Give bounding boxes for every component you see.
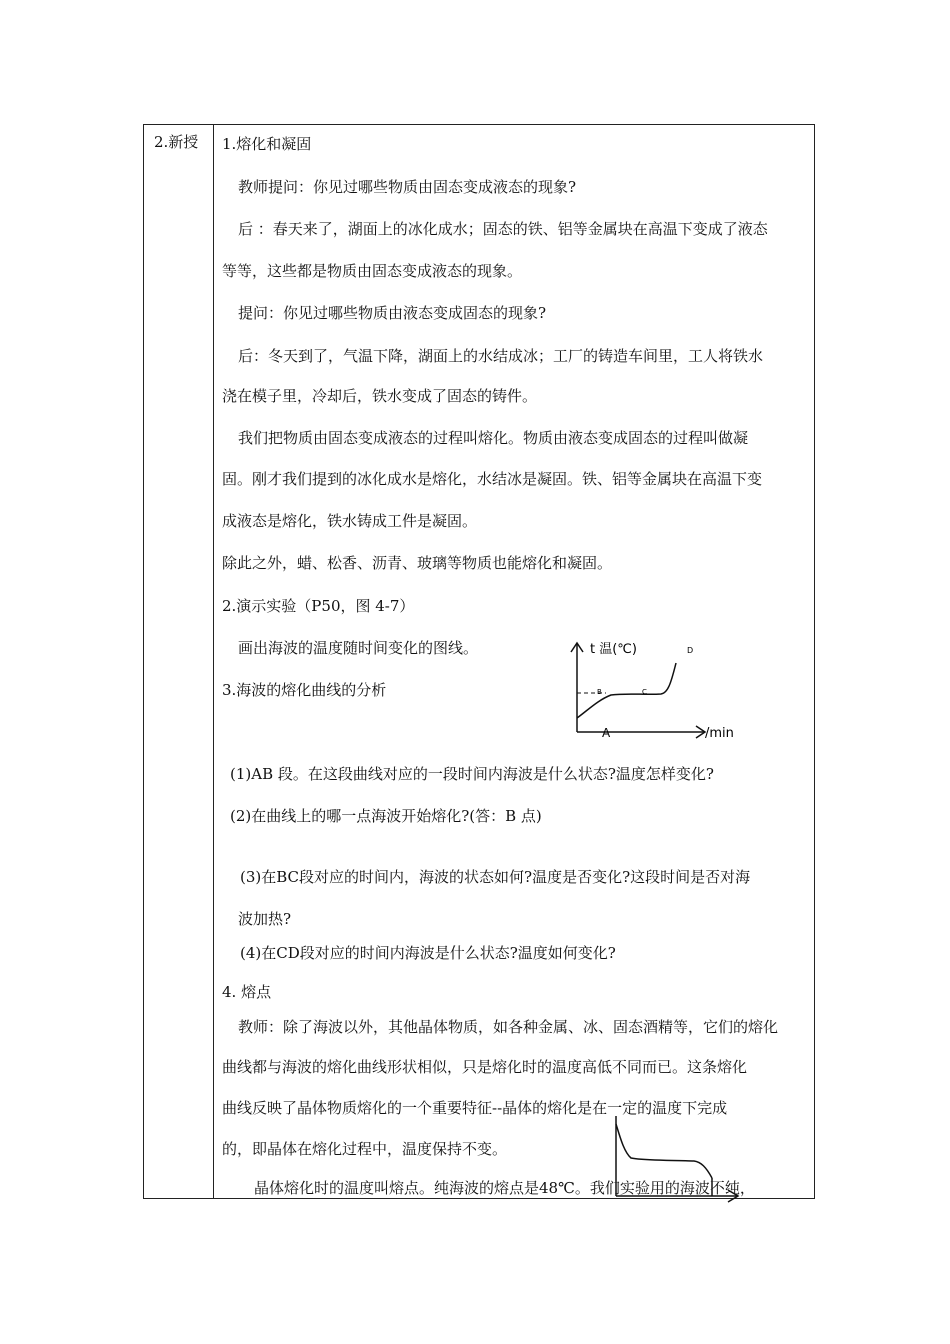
question-line: (4)在CD段对应的时间内海波是什么状态?温度如何变化?	[240, 944, 616, 962]
paragraph-line: 固。刚才我们提到的冰化成水是熔化，水结冰是凝固。铁、铝等金属块在高温下变	[222, 470, 763, 488]
question-line: (2)在曲线上的哪一点海波开始熔化?(答：B 点)	[230, 807, 542, 825]
y-axis-label: t 温(℃)	[590, 642, 637, 657]
paragraph-line: 画出海波的温度随时间变化的图线。	[238, 639, 479, 657]
paragraph-line: 等等，这些都是物质由固态变成液态的现象。	[222, 262, 523, 280]
solidification-curve	[616, 1124, 712, 1178]
paragraph-line: 浇在模子里，冷却后，铁水变成了固态的铸件。	[222, 387, 538, 405]
paragraph-line: 教师提问：你见过哪些物质由固态变成液态的现象?	[238, 178, 577, 196]
point-b-label: B	[597, 688, 602, 696]
section-heading: 2.演示实验（P50，图 4-7）	[222, 597, 415, 615]
paragraph-line: 我们把物质由固态变成液态的过程叫熔化。物质由液态变成固态的过程叫做凝	[238, 429, 749, 447]
paragraph-line: 成液态是熔化，铁水铸成工件是凝固。	[222, 512, 478, 530]
question-line: (1)AB 段。在这段曲线对应的一段时间内海波是什么状态?温度怎样变化?	[230, 765, 714, 783]
paragraph-line: 后 ：春天来了，湖面上的冰化成水；固态的铁、铝等金属块在高温下变成了液态	[238, 220, 768, 238]
question-line: 波加热?	[238, 910, 292, 928]
paragraph-line: 曲线都与海波的熔化曲线形状相似，只是熔化时的温度高低不同而已。这条熔化	[222, 1058, 748, 1076]
paragraph-line: 的，即晶体在熔化过程中，温度保持不变。	[222, 1140, 508, 1158]
paragraph-line: 后：冬天到了，气温下降，湖面上的水结成冰；工厂的铸造车间里，工人将铁水	[238, 347, 764, 365]
question-line: (3)在BC段对应的时间内，海波的状态如何?温度是否变化?这段时间是否对海	[240, 868, 751, 886]
section-heading: 4. 熔点	[222, 983, 272, 1001]
column-divider	[213, 125, 214, 1198]
solidification-curve-sketch	[606, 1112, 746, 1207]
row-label: 2.新授	[154, 133, 199, 151]
section-heading: 3.海波的熔化曲线的分析	[222, 681, 387, 699]
x-axis-label: /min	[705, 726, 734, 741]
paragraph-line: 晶体熔化时的温度叫熔点。纯海波的熔点是48℃。我们实验用的海波不纯，	[254, 1179, 755, 1197]
paragraph-line: 曲线反映了晶体物质熔化的一个重要特征--晶体的熔化是在一定的温度下完成	[222, 1099, 728, 1117]
paragraph-line: 提问：你见过哪些物质由液态变成固态的现象?	[238, 304, 547, 322]
point-a-label: A	[602, 726, 611, 740]
section-heading: 1.熔化和凝固	[222, 135, 312, 153]
point-c-label: C	[642, 688, 647, 696]
melting-curve-graph	[566, 638, 746, 748]
melting-curve	[577, 663, 676, 718]
paragraph-line: 教师：除了海波以外，其他晶体物质，如各种金属、冰、固态酒精等，它们的熔化	[238, 1018, 779, 1036]
point-d-label: D	[687, 646, 694, 655]
paragraph-line: 除此之外，蜡、松香、沥青、玻璃等物质也能熔化和凝固。	[222, 554, 613, 572]
